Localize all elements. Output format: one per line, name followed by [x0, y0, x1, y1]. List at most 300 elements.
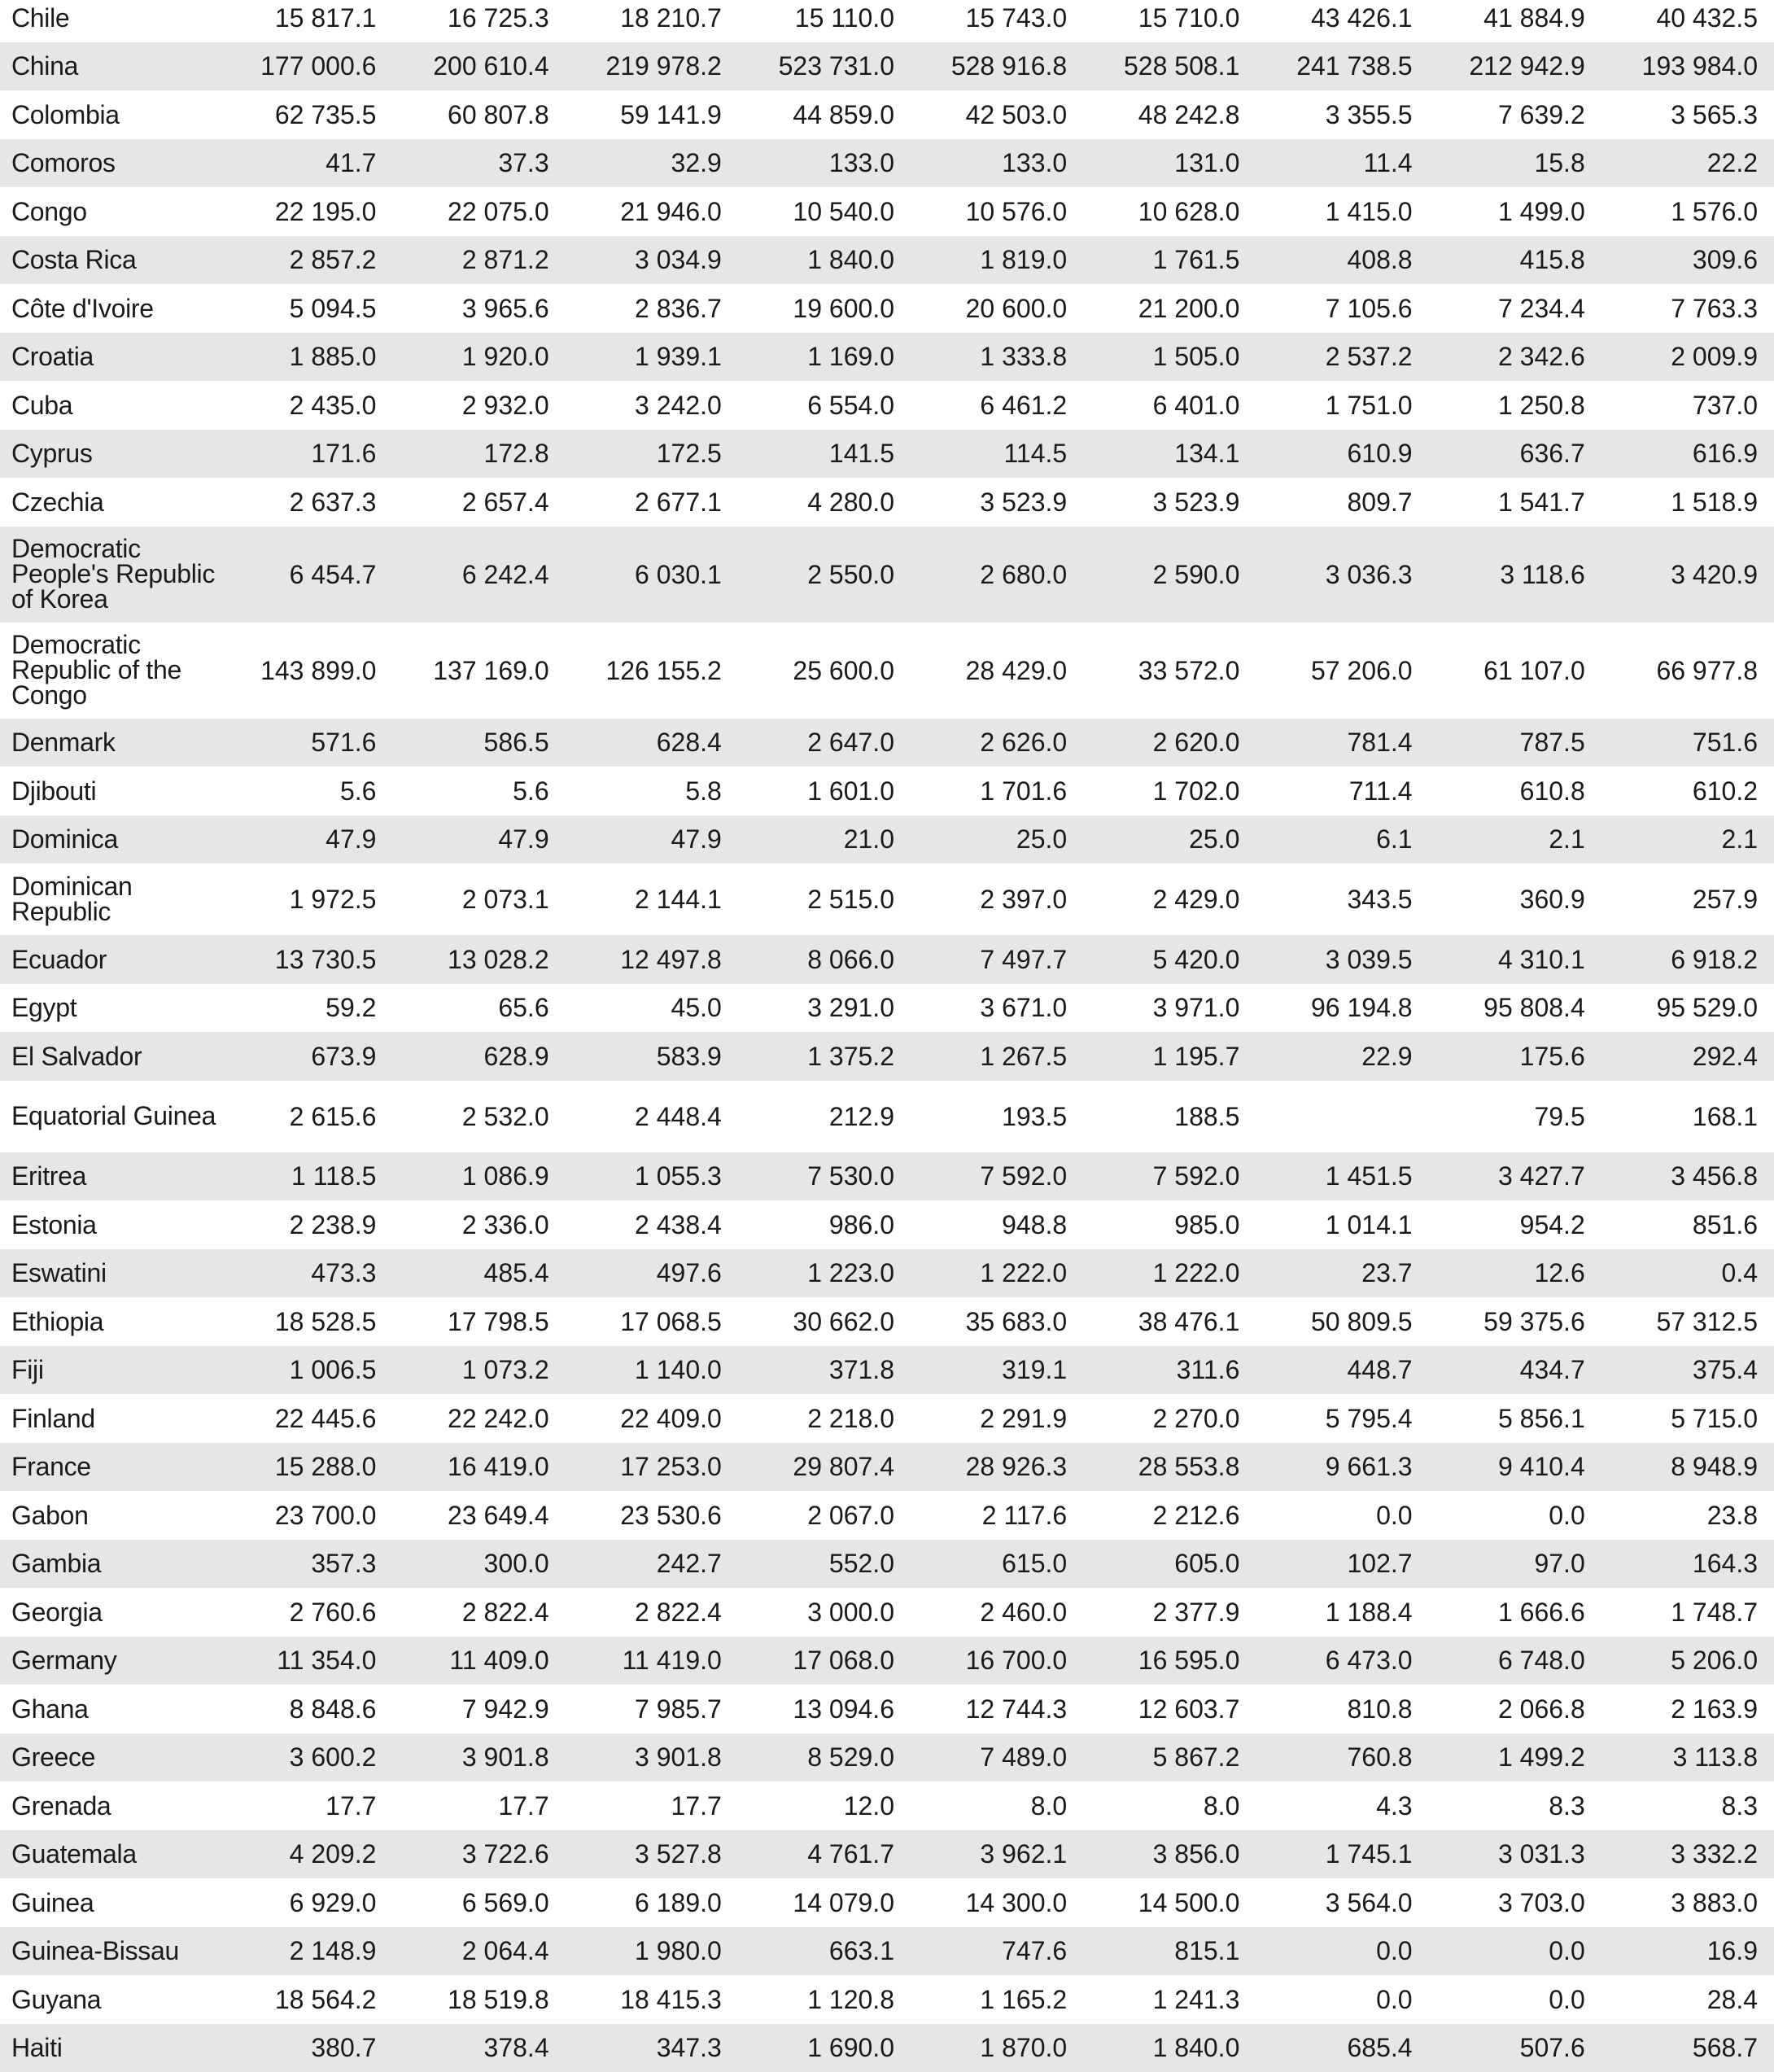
value-cell: 7 942.9 — [392, 1685, 565, 1733]
value-cell: 16 700.0 — [911, 1637, 1083, 1685]
value-cell: 5 867.2 — [1083, 1733, 1256, 1782]
table-row — [0, 1927, 1774, 1976]
value-cell: 22 409.0 — [566, 1394, 738, 1443]
table-row — [0, 333, 1774, 382]
table-row — [0, 1975, 1774, 2024]
value-cell: 2 932.0 — [392, 381, 565, 430]
value-cell: 18 519.8 — [392, 1975, 565, 2024]
value-cell: 18 564.2 — [220, 1975, 392, 2024]
value-cell: 5.8 — [566, 767, 738, 815]
value-cell: 0.0 — [1429, 1927, 1601, 1976]
value-cell: 628.4 — [566, 719, 738, 767]
value-cell: 59 375.6 — [1429, 1297, 1601, 1346]
value-cell: 61 107.0 — [1429, 623, 1601, 719]
value-cell: 3 600.2 — [220, 1733, 392, 1782]
value-cell: 17 068.0 — [738, 1637, 911, 1685]
table-row — [0, 1443, 1774, 1492]
value-cell: 1 451.5 — [1256, 1152, 1428, 1201]
value-cell: 2 238.9 — [220, 1200, 392, 1249]
value-cell: 1 980.0 — [566, 1927, 738, 1976]
value-cell: 19 600.0 — [738, 284, 911, 333]
value-cell: 552.0 — [738, 1540, 911, 1589]
value-cell: 6.1 — [1256, 815, 1428, 864]
value-cell: 2 626.0 — [911, 719, 1083, 767]
value-cell: 309.6 — [1601, 236, 1774, 285]
value-cell: 59.2 — [220, 984, 392, 1033]
value-cell: 1 120.8 — [738, 1975, 911, 2024]
table-row — [0, 1781, 1774, 1830]
value-cell: 17.7 — [220, 1781, 392, 1830]
value-cell: 5 094.5 — [220, 284, 392, 333]
value-cell: 2 291.9 — [911, 1394, 1083, 1443]
value-cell: 1 223.0 — [738, 1249, 911, 1298]
value-cell: 6 242.4 — [392, 527, 565, 623]
value-cell: 5.6 — [392, 767, 565, 815]
value-cell: 3 523.9 — [1083, 478, 1256, 527]
value-cell: 7 234.4 — [1429, 284, 1601, 333]
table-row — [0, 430, 1774, 479]
country-cell: Ecuador — [0, 935, 220, 984]
table-row — [0, 935, 1774, 984]
value-cell: 16 725.3 — [392, 0, 565, 42]
table-row — [0, 1152, 1774, 1201]
value-cell: 1 541.7 — [1429, 478, 1601, 527]
value-cell: 3 901.8 — [566, 1733, 738, 1782]
value-cell: 8.0 — [911, 1781, 1083, 1830]
value-cell: 7 497.7 — [911, 935, 1083, 984]
table-row — [0, 0, 1774, 42]
value-cell: 241 738.5 — [1256, 42, 1428, 91]
value-cell: 3 113.8 — [1601, 1733, 1774, 1782]
value-cell: 343.5 — [1256, 863, 1428, 935]
value-cell: 59 141.9 — [566, 90, 738, 139]
country-cell: France — [0, 1443, 220, 1492]
value-cell: 1 701.6 — [911, 767, 1083, 815]
value-cell: 6 401.0 — [1083, 381, 1256, 430]
value-cell: 23.8 — [1601, 1491, 1774, 1540]
value-cell: 22 242.0 — [392, 1394, 565, 1443]
value-cell: 47.9 — [220, 815, 392, 864]
value-cell: 172.8 — [392, 430, 565, 479]
value-cell: 5 206.0 — [1601, 1637, 1774, 1685]
table-row — [0, 1032, 1774, 1081]
value-cell: 2 647.0 — [738, 719, 911, 767]
value-cell: 2 550.0 — [738, 527, 911, 623]
value-cell: 15 817.1 — [220, 0, 392, 42]
table-row — [0, 284, 1774, 333]
value-cell: 95 808.4 — [1429, 984, 1601, 1033]
value-cell: 3 527.8 — [566, 1830, 738, 1879]
value-cell: 4 280.0 — [738, 478, 911, 527]
value-cell: 3 000.0 — [738, 1588, 911, 1637]
value-cell: 28.4 — [1601, 1975, 1774, 2024]
country-cell: Croatia — [0, 333, 220, 382]
value-cell: 2 532.0 — [392, 1081, 565, 1152]
value-cell: 3 456.8 — [1601, 1152, 1774, 1201]
value-cell: 7 763.3 — [1601, 284, 1774, 333]
value-cell: 1 241.3 — [1083, 1975, 1256, 2024]
value-cell: 3 901.8 — [392, 1733, 565, 1782]
value-cell: 3 036.3 — [1256, 527, 1428, 623]
value-cell: 1 939.1 — [566, 333, 738, 382]
country-cell: Comoros — [0, 139, 220, 188]
value-cell: 14 300.0 — [911, 1878, 1083, 1927]
value-cell: 10 576.0 — [911, 187, 1083, 236]
value-cell: 751.6 — [1601, 719, 1774, 767]
value-cell: 1 195.7 — [1083, 1032, 1256, 1081]
value-cell: 18 210.7 — [566, 0, 738, 42]
value-cell: 7 985.7 — [566, 1685, 738, 1733]
value-cell: 2 429.0 — [1083, 863, 1256, 935]
value-cell: 10 628.0 — [1083, 187, 1256, 236]
value-cell: 17 068.5 — [566, 1297, 738, 1346]
value-cell: 6 569.0 — [392, 1878, 565, 1927]
value-cell: 760.8 — [1256, 1733, 1428, 1782]
value-cell: 6 918.2 — [1601, 935, 1774, 984]
value-cell: 3 564.0 — [1256, 1878, 1428, 1927]
value-cell: 3 118.6 — [1429, 527, 1601, 623]
value-cell: 29 807.4 — [738, 1443, 911, 1492]
value-cell: 605.0 — [1083, 1540, 1256, 1589]
value-cell: 2 822.4 — [392, 1588, 565, 1637]
value-cell: 25.0 — [911, 815, 1083, 864]
value-cell: 3 971.0 — [1083, 984, 1256, 1033]
value-cell: 2 460.0 — [911, 1588, 1083, 1637]
value-cell: 15.8 — [1429, 139, 1601, 188]
value-cell: 357.3 — [220, 1540, 392, 1589]
table-row — [0, 1830, 1774, 1879]
value-cell: 212.9 — [738, 1081, 911, 1152]
value-cell: 65.6 — [392, 984, 565, 1033]
value-cell: 1 702.0 — [1083, 767, 1256, 815]
value-cell: 1 333.8 — [911, 333, 1083, 382]
value-cell: 815.1 — [1083, 1927, 1256, 1976]
value-cell: 43 426.1 — [1256, 0, 1428, 42]
value-cell: 1 415.0 — [1256, 187, 1428, 236]
value-cell: 985.0 — [1083, 1200, 1256, 1249]
value-cell: 311.6 — [1083, 1346, 1256, 1395]
value-cell: 809.7 — [1256, 478, 1428, 527]
country-cell: Guinea-Bissau — [0, 1927, 220, 1976]
table-row — [0, 1878, 1774, 1927]
table-row — [0, 1346, 1774, 1395]
value-cell: 60 807.8 — [392, 90, 565, 139]
value-cell: 300.0 — [392, 1540, 565, 1589]
value-cell: 13 028.2 — [392, 935, 565, 984]
value-cell: 1 375.2 — [738, 1032, 911, 1081]
country-cell: Eritrea — [0, 1152, 220, 1201]
value-cell: 141.5 — [738, 430, 911, 479]
value-cell: 62 735.5 — [220, 90, 392, 139]
table-row — [0, 1081, 1774, 1152]
value-cell: 28 553.8 — [1083, 1443, 1256, 1492]
value-cell: 711.4 — [1256, 767, 1428, 815]
value-cell: 5 420.0 — [1083, 935, 1256, 984]
value-cell: 1 188.4 — [1256, 1588, 1428, 1637]
country-cell: Greece — [0, 1733, 220, 1782]
value-cell: 1 499.2 — [1429, 1733, 1601, 1782]
value-cell: 1 140.0 — [566, 1346, 738, 1395]
value-cell: 133.0 — [911, 139, 1083, 188]
value-cell: 7 639.2 — [1429, 90, 1601, 139]
value-cell: 4.3 — [1256, 1781, 1428, 1830]
value-cell: 45.0 — [566, 984, 738, 1033]
value-cell: 3 242.0 — [566, 381, 738, 430]
value-cell: 6 189.0 — [566, 1878, 738, 1927]
table-row — [0, 187, 1774, 236]
value-cell: 1 690.0 — [738, 2024, 911, 2072]
table-row — [0, 623, 1774, 719]
value-cell: 4 310.1 — [1429, 935, 1601, 984]
value-cell: 22 195.0 — [220, 187, 392, 236]
value-cell: 28 926.3 — [911, 1443, 1083, 1492]
value-cell: 16 595.0 — [1083, 1637, 1256, 1685]
value-cell: 41.7 — [220, 139, 392, 188]
value-cell: 193 984.0 — [1601, 42, 1774, 91]
country-cell: Eswatini — [0, 1249, 220, 1298]
table-row — [0, 767, 1774, 815]
value-cell: 15 288.0 — [220, 1443, 392, 1492]
value-cell: 20 600.0 — [911, 284, 1083, 333]
value-cell: 134.1 — [1083, 430, 1256, 479]
value-cell: 810.8 — [1256, 1685, 1428, 1733]
value-cell: 17 798.5 — [392, 1297, 565, 1346]
country-cell: Finland — [0, 1394, 220, 1443]
value-cell: 6 748.0 — [1429, 1637, 1601, 1685]
table-row — [0, 42, 1774, 91]
value-cell: 21 946.0 — [566, 187, 738, 236]
table-row — [0, 984, 1774, 1033]
value-cell: 380.7 — [220, 2024, 392, 2072]
value-cell: 1 751.0 — [1256, 381, 1428, 430]
value-cell: 2 377.9 — [1083, 1588, 1256, 1637]
value-cell: 40 432.5 — [1601, 0, 1774, 42]
value-cell: 319.1 — [911, 1346, 1083, 1395]
value-cell: 22.2 — [1601, 139, 1774, 188]
value-cell: 2 637.3 — [220, 478, 392, 527]
value-cell: 1 840.0 — [738, 236, 911, 285]
value-cell: 448.7 — [1256, 1346, 1428, 1395]
value-cell: 673.9 — [220, 1032, 392, 1081]
table-row — [0, 527, 1774, 623]
country-cell: Gambia — [0, 1540, 220, 1589]
country-cell: Denmark — [0, 719, 220, 767]
table-row — [0, 90, 1774, 139]
value-cell: 22.9 — [1256, 1032, 1428, 1081]
value-cell: 15 110.0 — [738, 0, 911, 42]
value-cell: 507.6 — [1429, 2024, 1601, 2072]
value-cell: 1 499.0 — [1429, 187, 1601, 236]
value-cell: 3 565.3 — [1601, 90, 1774, 139]
value-cell: 175.6 — [1429, 1032, 1601, 1081]
value-cell: 1 055.3 — [566, 1152, 738, 1201]
value-cell: 3 034.9 — [566, 236, 738, 285]
value-cell: 23.7 — [1256, 1249, 1428, 1298]
value-cell: 11 354.0 — [220, 1637, 392, 1685]
value-cell: 11.4 — [1256, 139, 1428, 188]
value-cell: 2 064.4 — [392, 1927, 565, 1976]
value-cell — [1256, 1081, 1428, 1152]
value-cell: 685.4 — [1256, 2024, 1428, 2072]
value-cell: 17.7 — [566, 1781, 738, 1830]
country-cell: Guinea — [0, 1878, 220, 1927]
value-cell: 3 427.7 — [1429, 1152, 1601, 1201]
value-cell: 2 342.6 — [1429, 333, 1601, 382]
value-cell: 12.6 — [1429, 1249, 1601, 1298]
value-cell: 168.1 — [1601, 1081, 1774, 1152]
country-cell: Democratic People's Republic of Korea — [0, 527, 220, 623]
country-cell: Guatemala — [0, 1830, 220, 1879]
value-cell: 615.0 — [911, 1540, 1083, 1589]
value-cell: 2 435.0 — [220, 381, 392, 430]
value-cell: 8 948.9 — [1601, 1443, 1774, 1492]
country-cell: Equatorial Guinea — [0, 1081, 220, 1152]
value-cell: 7 489.0 — [911, 1733, 1083, 1782]
value-cell: 16 419.0 — [392, 1443, 565, 1492]
value-cell: 11 419.0 — [566, 1637, 738, 1685]
value-cell: 23 530.6 — [566, 1491, 738, 1540]
value-cell: 1 601.0 — [738, 767, 911, 815]
value-cell: 133.0 — [738, 139, 911, 188]
value-cell: 2 117.6 — [911, 1491, 1083, 1540]
value-cell: 375.4 — [1601, 1346, 1774, 1395]
value-cell: 586.5 — [392, 719, 565, 767]
table-row — [0, 1733, 1774, 1782]
value-cell: 528 508.1 — [1083, 42, 1256, 91]
value-cell: 1 006.5 — [220, 1346, 392, 1395]
table-row — [0, 1297, 1774, 1346]
value-cell: 2 148.9 — [220, 1927, 392, 1976]
value-cell: 4 761.7 — [738, 1830, 911, 1879]
table-row — [0, 863, 1774, 935]
value-cell: 3 332.2 — [1601, 1830, 1774, 1879]
value-cell: 15 743.0 — [911, 0, 1083, 42]
value-cell: 3 856.0 — [1083, 1830, 1256, 1879]
value-cell: 360.9 — [1429, 863, 1601, 935]
value-cell: 1 073.2 — [392, 1346, 565, 1395]
country-cell: Côte d'Ivoire — [0, 284, 220, 333]
value-cell: 114.5 — [911, 430, 1083, 479]
value-cell: 2 218.0 — [738, 1394, 911, 1443]
country-cell: Haiti — [0, 2024, 220, 2072]
value-cell: 954.2 — [1429, 1200, 1601, 1249]
value-cell: 219 978.2 — [566, 42, 738, 91]
value-cell: 2 760.6 — [220, 1588, 392, 1637]
value-cell: 1 870.0 — [911, 2024, 1083, 2072]
value-cell: 0.0 — [1256, 1491, 1428, 1540]
value-cell: 2 537.2 — [1256, 333, 1428, 382]
value-cell: 378.4 — [392, 2024, 565, 2072]
value-cell: 1 761.5 — [1083, 236, 1256, 285]
value-cell: 11 409.0 — [392, 1637, 565, 1685]
value-cell: 2 073.1 — [392, 863, 565, 935]
value-cell: 35 683.0 — [911, 1297, 1083, 1346]
value-cell: 628.9 — [392, 1032, 565, 1081]
value-cell: 0.4 — [1601, 1249, 1774, 1298]
value-cell: 2 397.0 — [911, 863, 1083, 935]
value-cell: 22 075.0 — [392, 187, 565, 236]
value-cell: 787.5 — [1429, 719, 1601, 767]
value-cell: 1 222.0 — [911, 1249, 1083, 1298]
value-cell: 1 086.9 — [392, 1152, 565, 1201]
value-cell: 5 715.0 — [1601, 1394, 1774, 1443]
value-cell: 948.8 — [911, 1200, 1083, 1249]
country-cell: Georgia — [0, 1588, 220, 1637]
value-cell: 126 155.2 — [566, 623, 738, 719]
value-cell: 172.5 — [566, 430, 738, 479]
value-cell: 1 014.1 — [1256, 1200, 1428, 1249]
country-cell: Chile — [0, 0, 220, 42]
value-cell: 79.5 — [1429, 1081, 1601, 1152]
value-cell: 583.9 — [566, 1032, 738, 1081]
table-row — [0, 1394, 1774, 1443]
value-cell: 48 242.8 — [1083, 90, 1256, 139]
value-cell: 57 206.0 — [1256, 623, 1428, 719]
value-cell: 8.0 — [1083, 1781, 1256, 1830]
value-cell: 17 253.0 — [566, 1443, 738, 1492]
value-cell: 0.0 — [1256, 1927, 1428, 1976]
value-cell: 66 977.8 — [1601, 623, 1774, 719]
value-cell: 200 610.4 — [392, 42, 565, 91]
value-cell: 2 680.0 — [911, 527, 1083, 623]
value-cell: 434.7 — [1429, 1346, 1601, 1395]
table-row — [0, 2024, 1774, 2072]
value-cell: 18 415.3 — [566, 1975, 738, 2024]
value-cell: 0.0 — [1256, 1975, 1428, 2024]
value-cell: 2 009.9 — [1601, 333, 1774, 382]
value-cell: 1 748.7 — [1601, 1588, 1774, 1637]
value-cell: 986.0 — [738, 1200, 911, 1249]
value-cell: 14 500.0 — [1083, 1878, 1256, 1927]
value-cell: 1 745.1 — [1256, 1830, 1428, 1879]
table-row — [0, 1637, 1774, 1685]
value-cell: 781.4 — [1256, 719, 1428, 767]
value-cell: 13 730.5 — [220, 935, 392, 984]
value-cell: 12 497.8 — [566, 935, 738, 984]
value-cell: 1 169.0 — [738, 333, 911, 382]
table-row — [0, 1540, 1774, 1589]
country-cell: Cyprus — [0, 430, 220, 479]
value-cell: 33 572.0 — [1083, 623, 1256, 719]
country-cell: Germany — [0, 1637, 220, 1685]
value-cell: 2 857.2 — [220, 236, 392, 285]
value-cell: 0.0 — [1429, 1491, 1601, 1540]
value-cell: 747.6 — [911, 1927, 1083, 1976]
value-cell: 571.6 — [220, 719, 392, 767]
value-cell: 97.0 — [1429, 1540, 1601, 1589]
country-cell: Colombia — [0, 90, 220, 139]
value-cell: 6 554.0 — [738, 381, 911, 430]
value-cell: 1 518.9 — [1601, 478, 1774, 527]
value-cell: 1 505.0 — [1083, 333, 1256, 382]
value-cell: 292.4 — [1601, 1032, 1774, 1081]
value-cell: 1 250.8 — [1429, 381, 1601, 430]
value-cell: 171.6 — [220, 430, 392, 479]
value-cell: 50 809.5 — [1256, 1297, 1428, 1346]
value-cell: 523 731.0 — [738, 42, 911, 91]
table-row — [0, 1200, 1774, 1249]
country-cell: Guyana — [0, 1975, 220, 2024]
table-row — [0, 1491, 1774, 1540]
value-cell: 851.6 — [1601, 1200, 1774, 1249]
value-cell: 3 291.0 — [738, 984, 911, 1033]
value-cell: 610.2 — [1601, 767, 1774, 815]
value-cell: 2 212.6 — [1083, 1491, 1256, 1540]
value-cell: 497.6 — [566, 1249, 738, 1298]
value-cell: 38 476.1 — [1083, 1297, 1256, 1346]
value-cell: 737.0 — [1601, 381, 1774, 430]
country-cell: Estonia — [0, 1200, 220, 1249]
